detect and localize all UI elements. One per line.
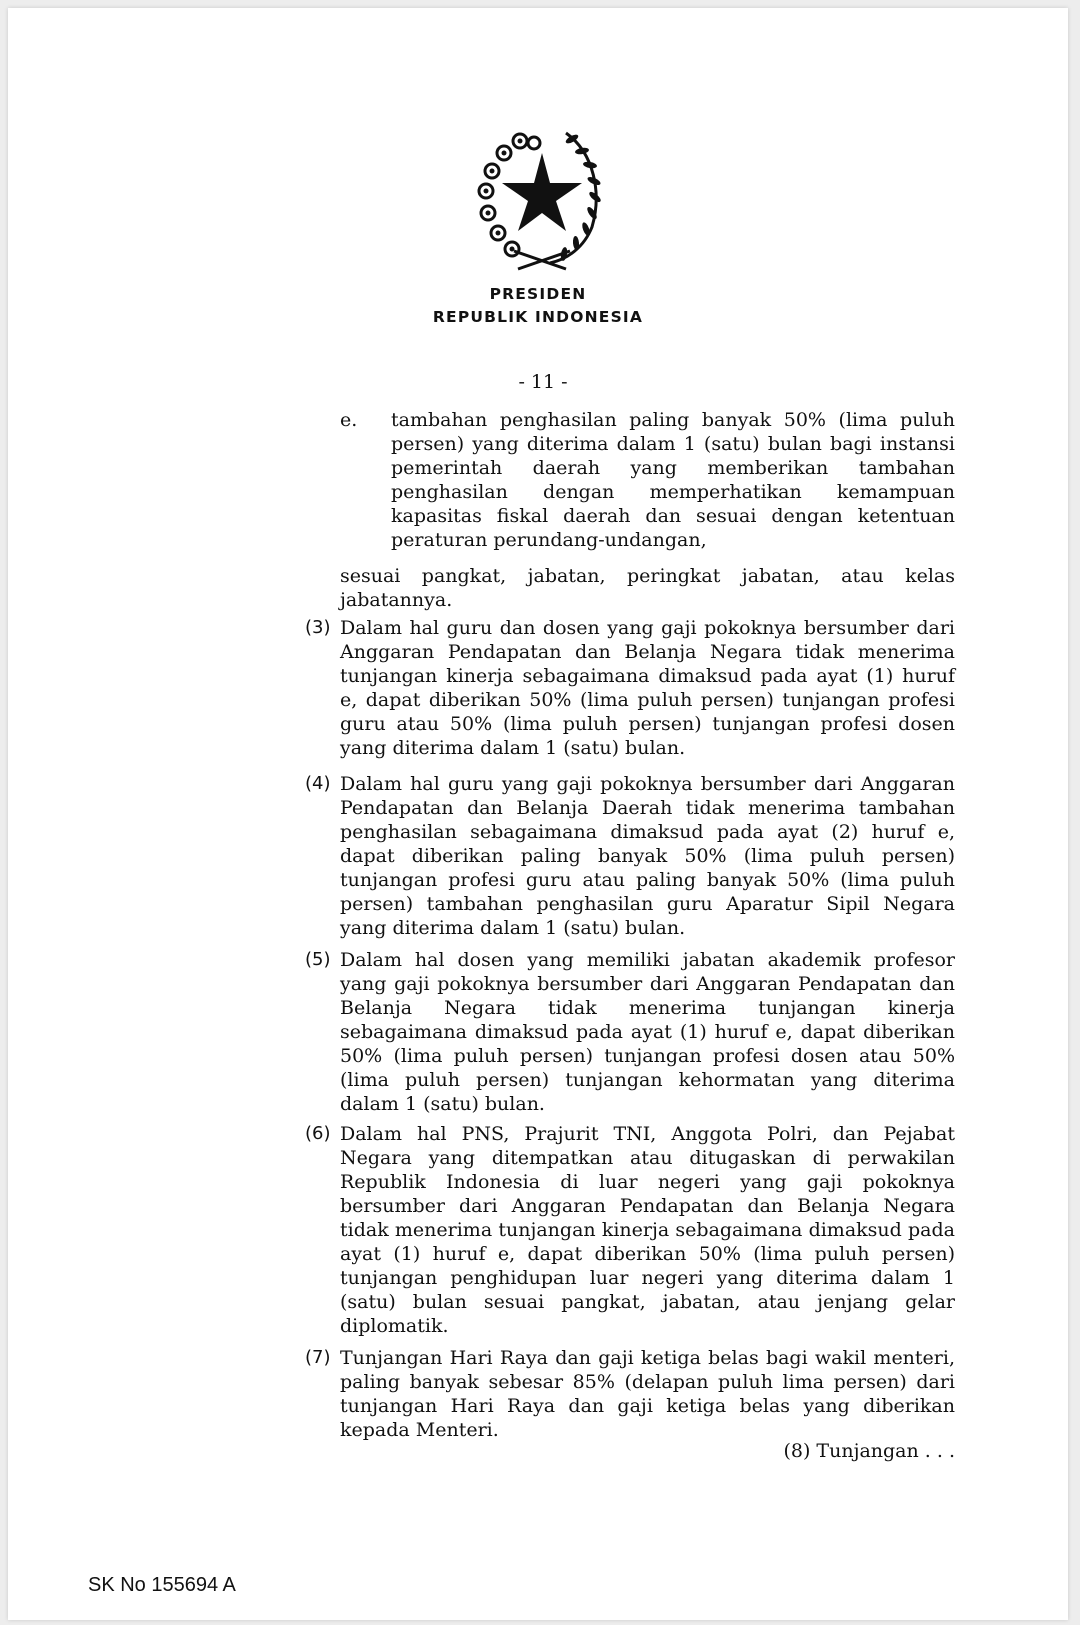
- paragraph-5: [305, 948, 955, 1116]
- paragraph-number: (7): [305, 1347, 331, 1368]
- paragraph-3: [305, 616, 955, 760]
- header-republik-indonesia: REPUBLIK INDONESIA: [432, 308, 644, 326]
- paragraph-text: Dalam hal dosen yang memiliki jabatan akademik profesor yang gaji pokoknya bersumber dari Anggaran Pendapatan dan Belanja Negara tidak menerima tunjangan kinerja sebagaimana dimaksud pada ayat (1) huruf e, dapat diberikan 50% (lima puluh persen) tunjangan profesi dosen atau 50% (lima puluh persen) tunjangan kehormatan yang diterima dalam 1 (satu) bulan.: [340, 949, 955, 1115]
- paragraph-6: [305, 1122, 955, 1338]
- next-page-reference: (8) Tunjangan . . .: [783, 1440, 955, 1462]
- paragraph-number: (5): [305, 949, 331, 970]
- list-item-text: tambahan penghasilan paling banyak 50% (lima puluh persen) yang diterima dalam 1 (satu) bulan bagi instansi pemerintah daerah yang memberikan tambahan penghasilan dengan memperhatikan kemampuan kapasitas fiskal daerah dan sesuai dengan ketentuan peraturan perundang-undangan,: [391, 409, 955, 551]
- paragraph-number: (6): [305, 1123, 331, 1144]
- document-page: [8, 8, 1068, 1620]
- paragraph-text: Dalam hal PNS, Prajurit TNI, Anggota Polri, dan Pejabat Negara yang ditempatkan atau ditugaskan di perwakilan Republik Indonesia di luar negeri yang gaji pokoknya bersumber dari Anggaran Pendapatan dan Belanja Negara tidak menerima tunjangan kinerja sebagaimana dimaksud pada ayat (1) huruf e, dapat diberikan 50% (lima puluh persen) tunjangan penghidupan luar negeri yang diterima dalam 1 (satu) bulan sesuai pangkat, jabatan, atau jenjang gelar diplomatik.: [340, 1123, 955, 1337]
- header-presiden: PRESIDEN: [489, 285, 587, 303]
- star-wreath-emblem-icon: [474, 123, 610, 273]
- continuation-text: sesuai pangkat, jabatan, peringkat jabatan, atau kelas jabatannya.: [340, 565, 955, 611]
- paragraph-text: Dalam hal guru dan dosen yang gaji pokoknya bersumber dari Anggaran Pendapatan dan Belanja Negara tidak menerima tunjangan kinerja sebagaimana dimaksud pada ayat (1) huruf e, dapat diberikan 50% (lima puluh persen) tunjangan profesi guru atau 50% (lima puluh persen) tunjangan profesi dosen yang diterima dalam 1 (satu) bulan.: [340, 617, 955, 759]
- paragraph-7: [305, 1346, 955, 1442]
- paragraph-text: Tunjangan Hari Raya dan gaji ketiga belas bagi wakil menteri, paling banyak sebesar 85% (delapan puluh lima persen) dari tunjangan Hari Raya dan gaji ketiga belas yang diberikan kepada Menteri.: [340, 1347, 955, 1441]
- paragraph-number: (3): [305, 617, 331, 638]
- page-number: - 11 -: [518, 371, 568, 393]
- paragraph-4: [305, 772, 955, 940]
- paragraph-text: Dalam hal guru yang gaji pokoknya bersumber dari Anggaran Pendapatan dan Belanja Daerah tidak menerima tambahan penghasilan sebagaimana dimaksud pada ayat (2) huruf e, dapat diberikan paling banyak 50% (lima puluh persen) tunjangan profesi guru atau paling banyak 50% (lima puluh persen) tambahan penghasilan guru Aparatur Sipil Negara yang diterima dalam 1 (satu) bulan.: [340, 773, 955, 939]
- footer-document-code: SK No 155694 A: [88, 1574, 236, 1596]
- paragraph-number: (4): [305, 773, 331, 794]
- list-item-e: [340, 408, 955, 552]
- list-item-label: e.: [340, 409, 358, 431]
